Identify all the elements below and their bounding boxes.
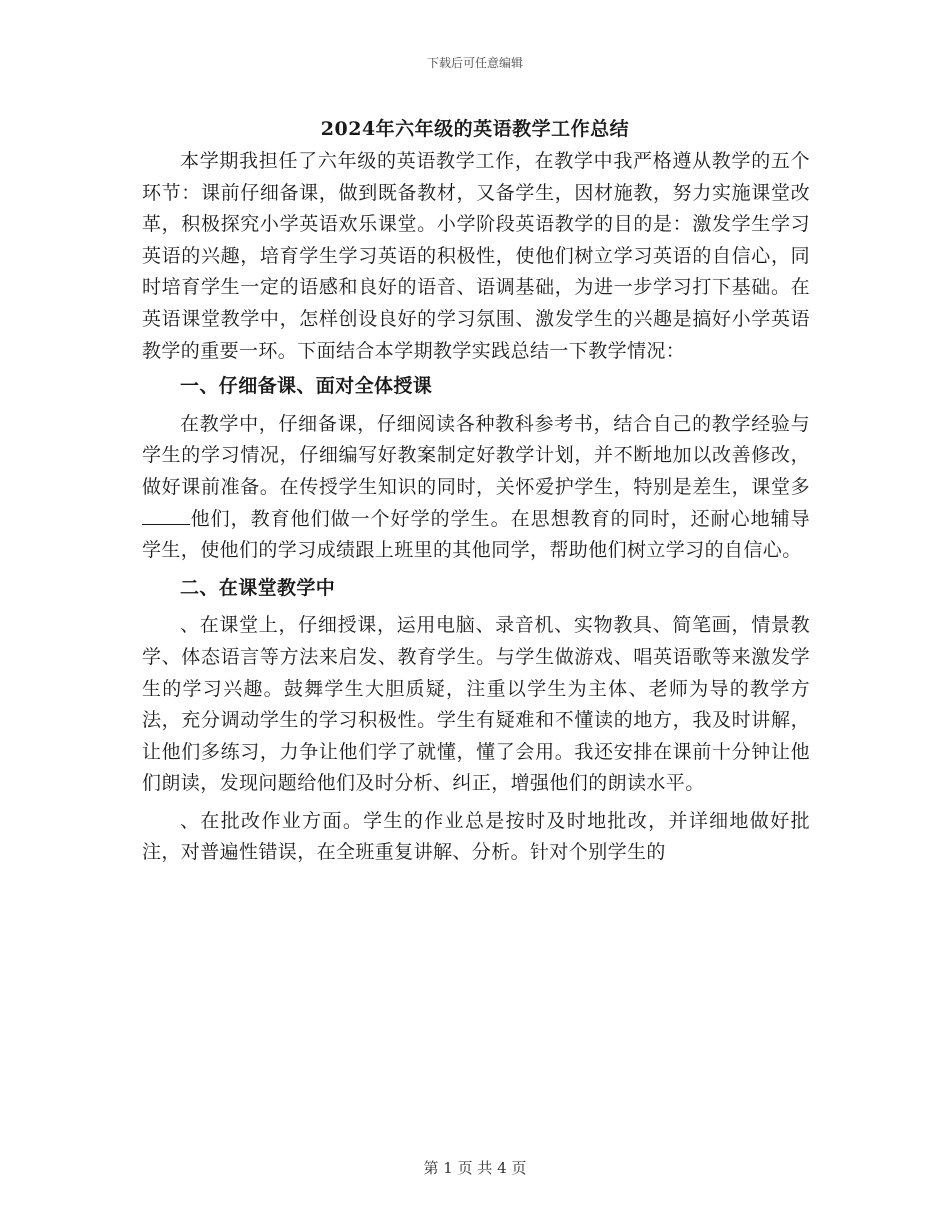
document-title: 2024年六年级的英语教学工作总结 xyxy=(320,118,630,140)
header-note: 下载后可任意编辑 xyxy=(426,56,523,70)
section-1-text-b: 他们，教育他们做一个好学的学生。在思想教育的同时，还耐心地辅导学生，使他们的学习成绩跟上班里的其他同学，帮助他们树立学习的自信心。 xyxy=(142,507,810,562)
section-2-paragraph-2: 、在批改作业方面。学生的作业总是按时及时地批改，并详细地做好批注，对普遍性错误，在全班重复讲解、分析。针对个别学生的 xyxy=(142,809,810,864)
section-1-heading: 一、仔细备课、面对全体授课 xyxy=(180,375,433,398)
section-2-heading: 二、在课堂教学中 xyxy=(180,576,336,599)
intro-paragraph: 本学期我担任了六年级的英语教学工作，在教学中我严格遵从教学的五个环节：课前仔细备课，做到既备教材，又备学生，因材施教，努力实施课堂改革，积极探究小学英语欢乐课堂。小学阶段英语教学的目的是：激发学生学习英语的兴趣，培育学生学习英语的积极性，使他们树立学习英语的自信心，同时培育学生一定的语感和良好的语音、语调基础，为进一步学习打下基础。在英语课堂教学中，怎样创设良好的学习氛围、激发学生的兴趣是搞好小学英语教学的重要一环。下面结合本学期教学实践总结一下教学情况： xyxy=(142,150,810,362)
fill-in-blank xyxy=(142,504,190,525)
section-2-paragraph-1: 、在课堂上，仔细授课，运用电脑、录音机、实物教具、简笔画，情景教学、体态语言等方法来启发、教育学生。与学生做游戏、唱英语歌等来激发学生的学习兴趣。鼓舞学生大胆质疑，注重以学生为主体、老师为导的教学方法，充分调动学生的学习积极性。学生有疑难和不懂读的地方，我及时讲解，让他们多练习，力争让他们学了就懂，懂了会用。我还安排在课前十分钟让他们朗读，发现问题给他们及时分析、纠正，增强他们的朗读水平。 xyxy=(142,614,810,795)
page-footer: 第 1 页 共 4 页 xyxy=(423,1159,527,1177)
section-1-paragraph xyxy=(142,409,810,567)
section-1-text-a: 在教学中，仔细备课，仔细阅读各种教科参考书，结合自己的教学经验与学生的学习情况，仔细编写好教案制定好教学计划，并不断地加以改善修改，做好课前准备。在传授学生知识的同时，关怀爱护学生，特别是差生，课堂多 xyxy=(142,412,810,498)
document-body xyxy=(142,146,810,875)
